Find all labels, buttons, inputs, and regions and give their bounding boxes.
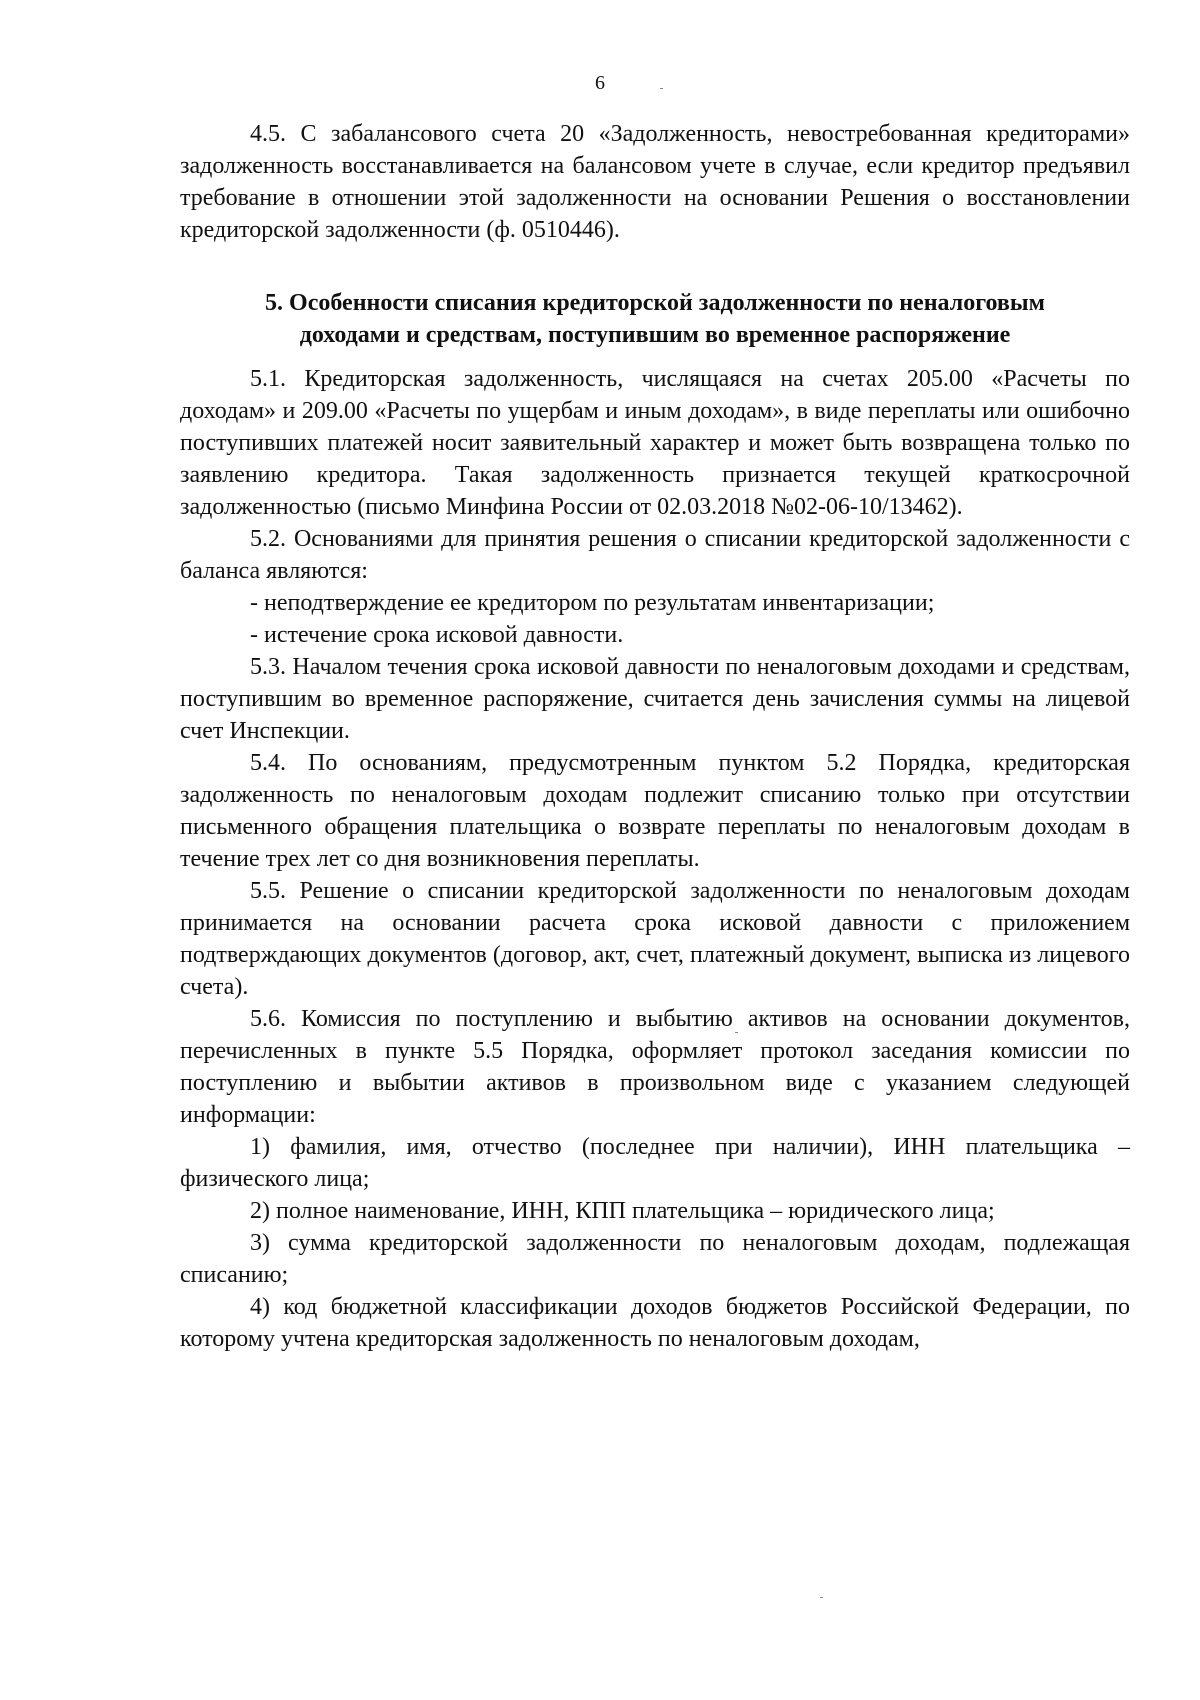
numbered-item-1: 1) фамилия, имя, отчество (последнее при наличии), ИНН плательщика – физического лица; [180, 1134, 1130, 1192]
paragraph-5-6: 5.6. Комиссия по поступлению и выбытию активов на основании документов, перечисленных в пункте 5.5 Порядка, оформляет протокол заседания комиссии по поступлению и выбытии активов в произвольном виде с указанием следующей информации: [180, 1006, 1130, 1128]
paragraph-4-5: 4.5. С забалансового счета 20 «Задолженность, невостребованная кредиторами» задолженность восстанавливается на балансовом учете в случае, если кредитор предъявил требование в отношении этой задолженности на основании Решения о восстановлении кредиторской задолженности (ф. 0510446). [180, 121, 1130, 243]
scan-speck [660, 88, 663, 89]
paragraph-5-3: 5.3. Началом течения срока исковой давности по неналоговым доходами и средствам, поступившим во временное распоряжение, считается день зачисления суммы на лицевой счет Инспекции. [180, 654, 1130, 744]
scan-speck [735, 1032, 738, 1033]
numbered-item-4: 4) код бюджетной классификации доходов бюджетов Российской Федерации, по которому учтена кредиторская задолженность по неналоговым доходам, [180, 1294, 1130, 1352]
scan-speck [820, 1597, 823, 1598]
numbered-item-2: 2) полное наименование, ИНН, КПП плательщика – юридического лица; [250, 1198, 995, 1224]
paragraph-5-4: 5.4. По основаниям, предусмотренным пунктом 5.2 Порядка, кредиторская задолженность по неналоговым доходам подлежит списанию только при отсутствии письменного обращения плательщика о возврате переплаты по неналоговым доходам в течение трех лет со дня возникновения переплаты. [180, 750, 1130, 872]
bullet-item-limitation-expiry: - истечение срока исковой давности. [250, 622, 624, 648]
section-5-heading: 5. Особенности списания кредиторской задолженности по неналоговым доходами и средствам, поступившим во временное распоряжение [265, 290, 1045, 348]
numbered-item-3: 3) сумма кредиторской задолженности по неналоговым доходам, подлежащая списанию; [180, 1230, 1130, 1288]
paragraph-5-1: 5.1. Кредиторская задолженность, числящаяся на счетах 205.00 «Расчеты по доходам» и 209.00 «Расчеты по ущербам и иным доходам», в виде переплаты или ошибочно поступивших платежей носит заявительный характер и может быть возвращена только по заявлению кредитора. Такая задолженность признается текущей краткосрочной задолженностью (письмо Минфина России от 02.03.2018 №02-06-10/13462). [180, 366, 1130, 520]
paragraph-5-5: 5.5. Решение о списании кредиторской задолженности по неналоговым доходам принимается на основании расчета срока исковой давности с приложением подтверждающих документов (договор, акт, счет, платежный документ, выписка из лицевого счета). [180, 878, 1130, 1000]
bullet-item-non-confirmation: - неподтверждение ее кредитором по результатам инвентаризации; [250, 590, 935, 616]
page-number: 6 [595, 72, 605, 94]
paragraph-5-2: 5.2. Основаниями для принятия решения о списании кредиторской задолженности с баланса являются: [180, 526, 1130, 584]
page-content [180, 118, 1130, 1355]
